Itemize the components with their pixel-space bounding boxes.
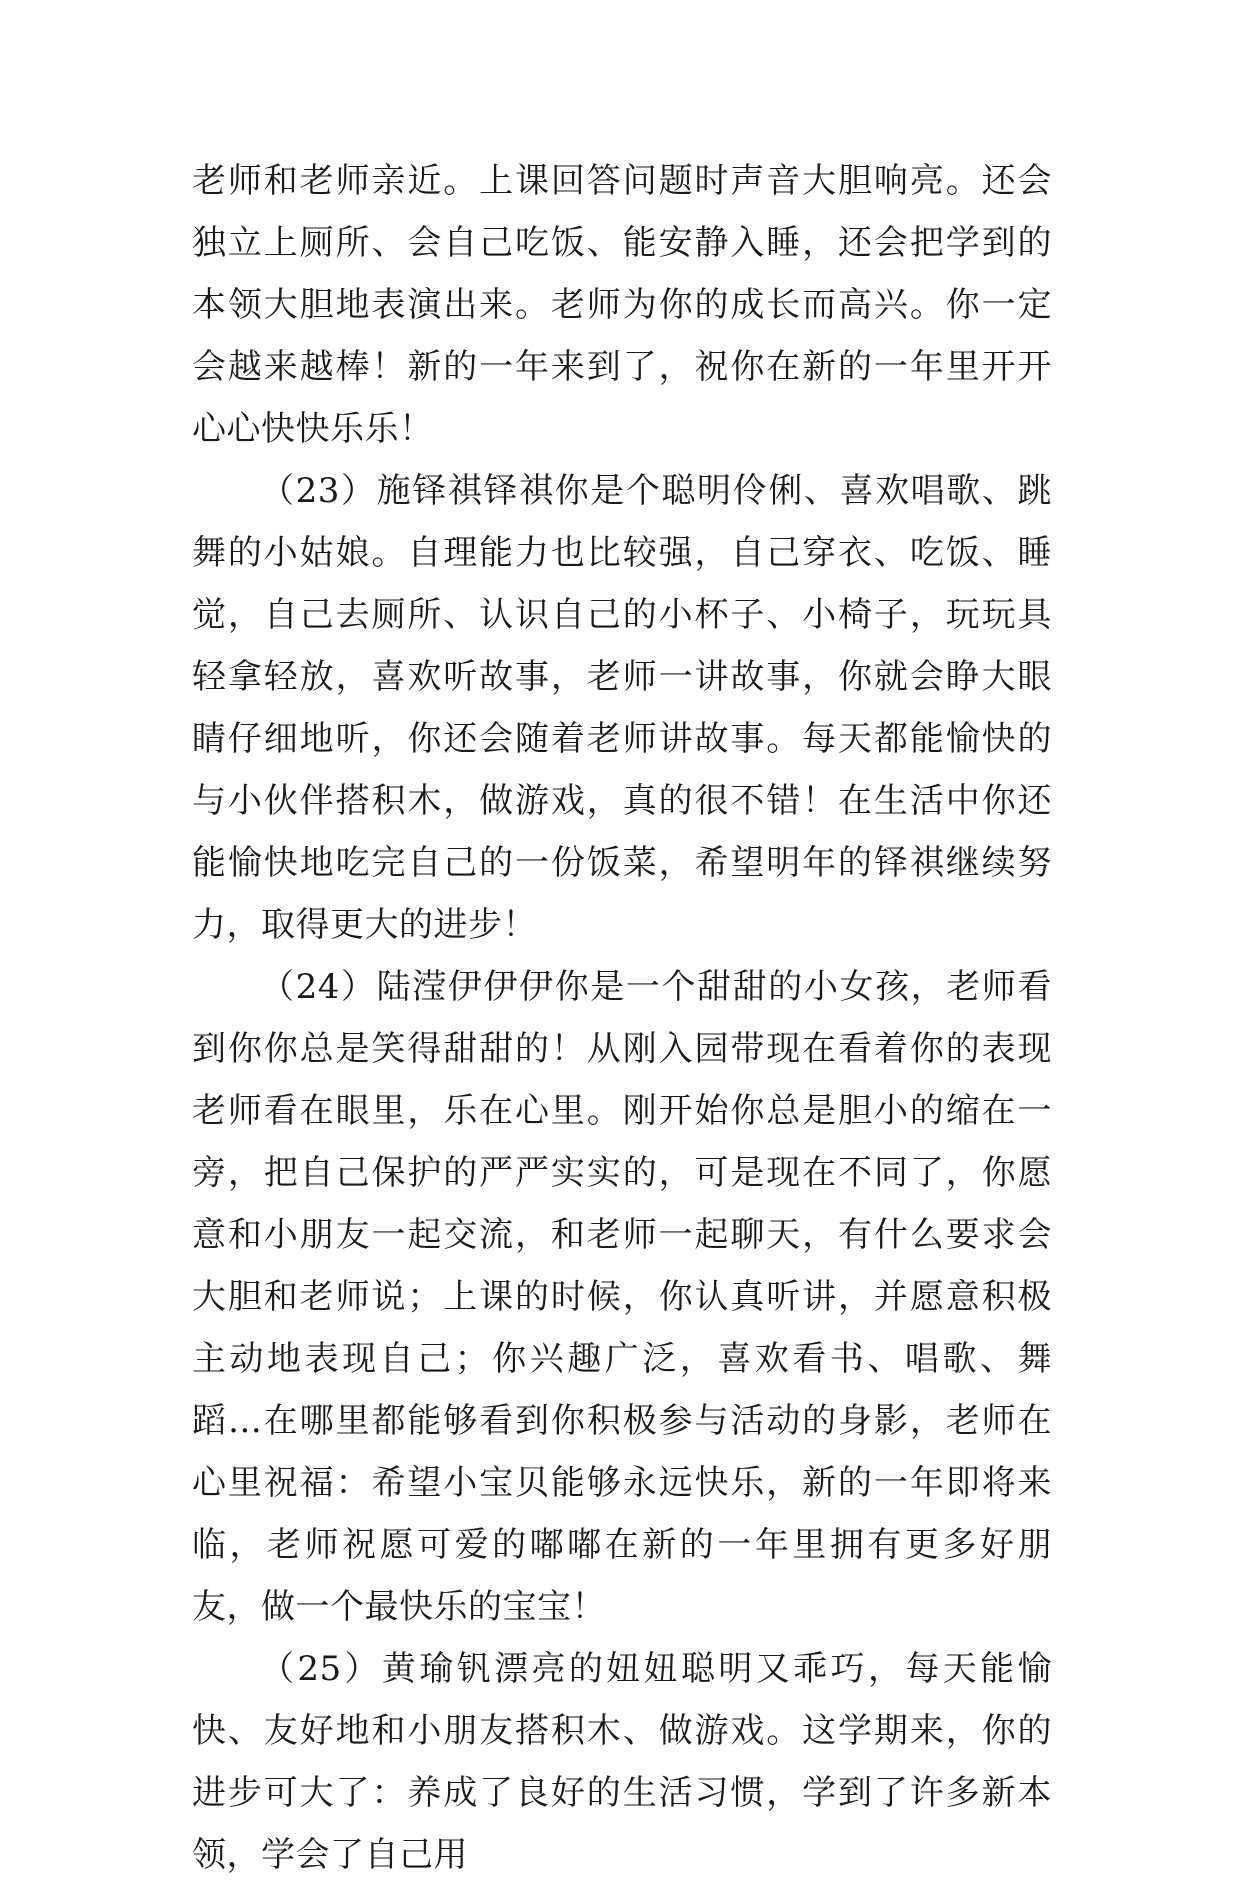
document-page xyxy=(192,150,1052,1886)
paragraph-25: （25）黄瑜钒漂亮的妞妞聪明又乖巧，每天能愉快、友好地和小朋友搭积木、做游戏。这学期来，你的进步可大了：养成了良好的生活习惯，学到了许多新本领，学会了自己用 xyxy=(192,1649,1052,1875)
paragraph-continued: 老师和老师亲近。上课回答问题时声音大胆响亮。还会独立上厕所、会自己吃饭、能安静入睡，还会把学到的本领大胆地表演出来。老师为你的成长而高兴。你一定会越来越棒！新的一年来到了，祝你在新的一年里开开心心快快乐乐！ xyxy=(192,161,1052,449)
paragraph-24: （24）陆滢伊伊伊你是一个甜甜的小女孩，老师看到你你总是笑得甜甜的！从刚入园带现在看着你的表现老师看在眼里，乐在心里。刚开始你总是胆小的缩在一旁，把自己保护的严严实实的，可是现在不同了，你愿意和小朋友一起交流，和老师一起聊天，有什么要求会大胆和老师说；上课的时候，你认真听讲，并愿意积极主动地表现自己；你兴趣广泛，喜欢看书、唱歌、舞蹈…在哪里都能够看到你积极参与活动的身影，老师在心里祝福：希望小宝贝能够永远快乐，新的一年即将来临，老师祝愿可爱的嘟嘟在新的一年里拥有更多好朋友，做一个最快乐的宝宝！ xyxy=(192,967,1052,1627)
paragraph-23: （23）施铎祺铎祺你是个聪明伶俐、喜欢唱歌、跳舞的小姑娘。自理能力也比较强，自己穿衣、吃饭、睡觉，自己去厕所、认识自己的小杯子、小椅子，玩玩具轻拿轻放，喜欢听故事，老师一讲故事，你就会睁大眼睛仔细地听，你还会随着老师讲故事。每天都能愉快的与小伙伴搭积木，做游戏，真的很不错！在生活中你还能愉快地吃完自己的一份饭菜，希望明年的铎祺继续努力，取得更大的进步！ xyxy=(192,471,1052,945)
